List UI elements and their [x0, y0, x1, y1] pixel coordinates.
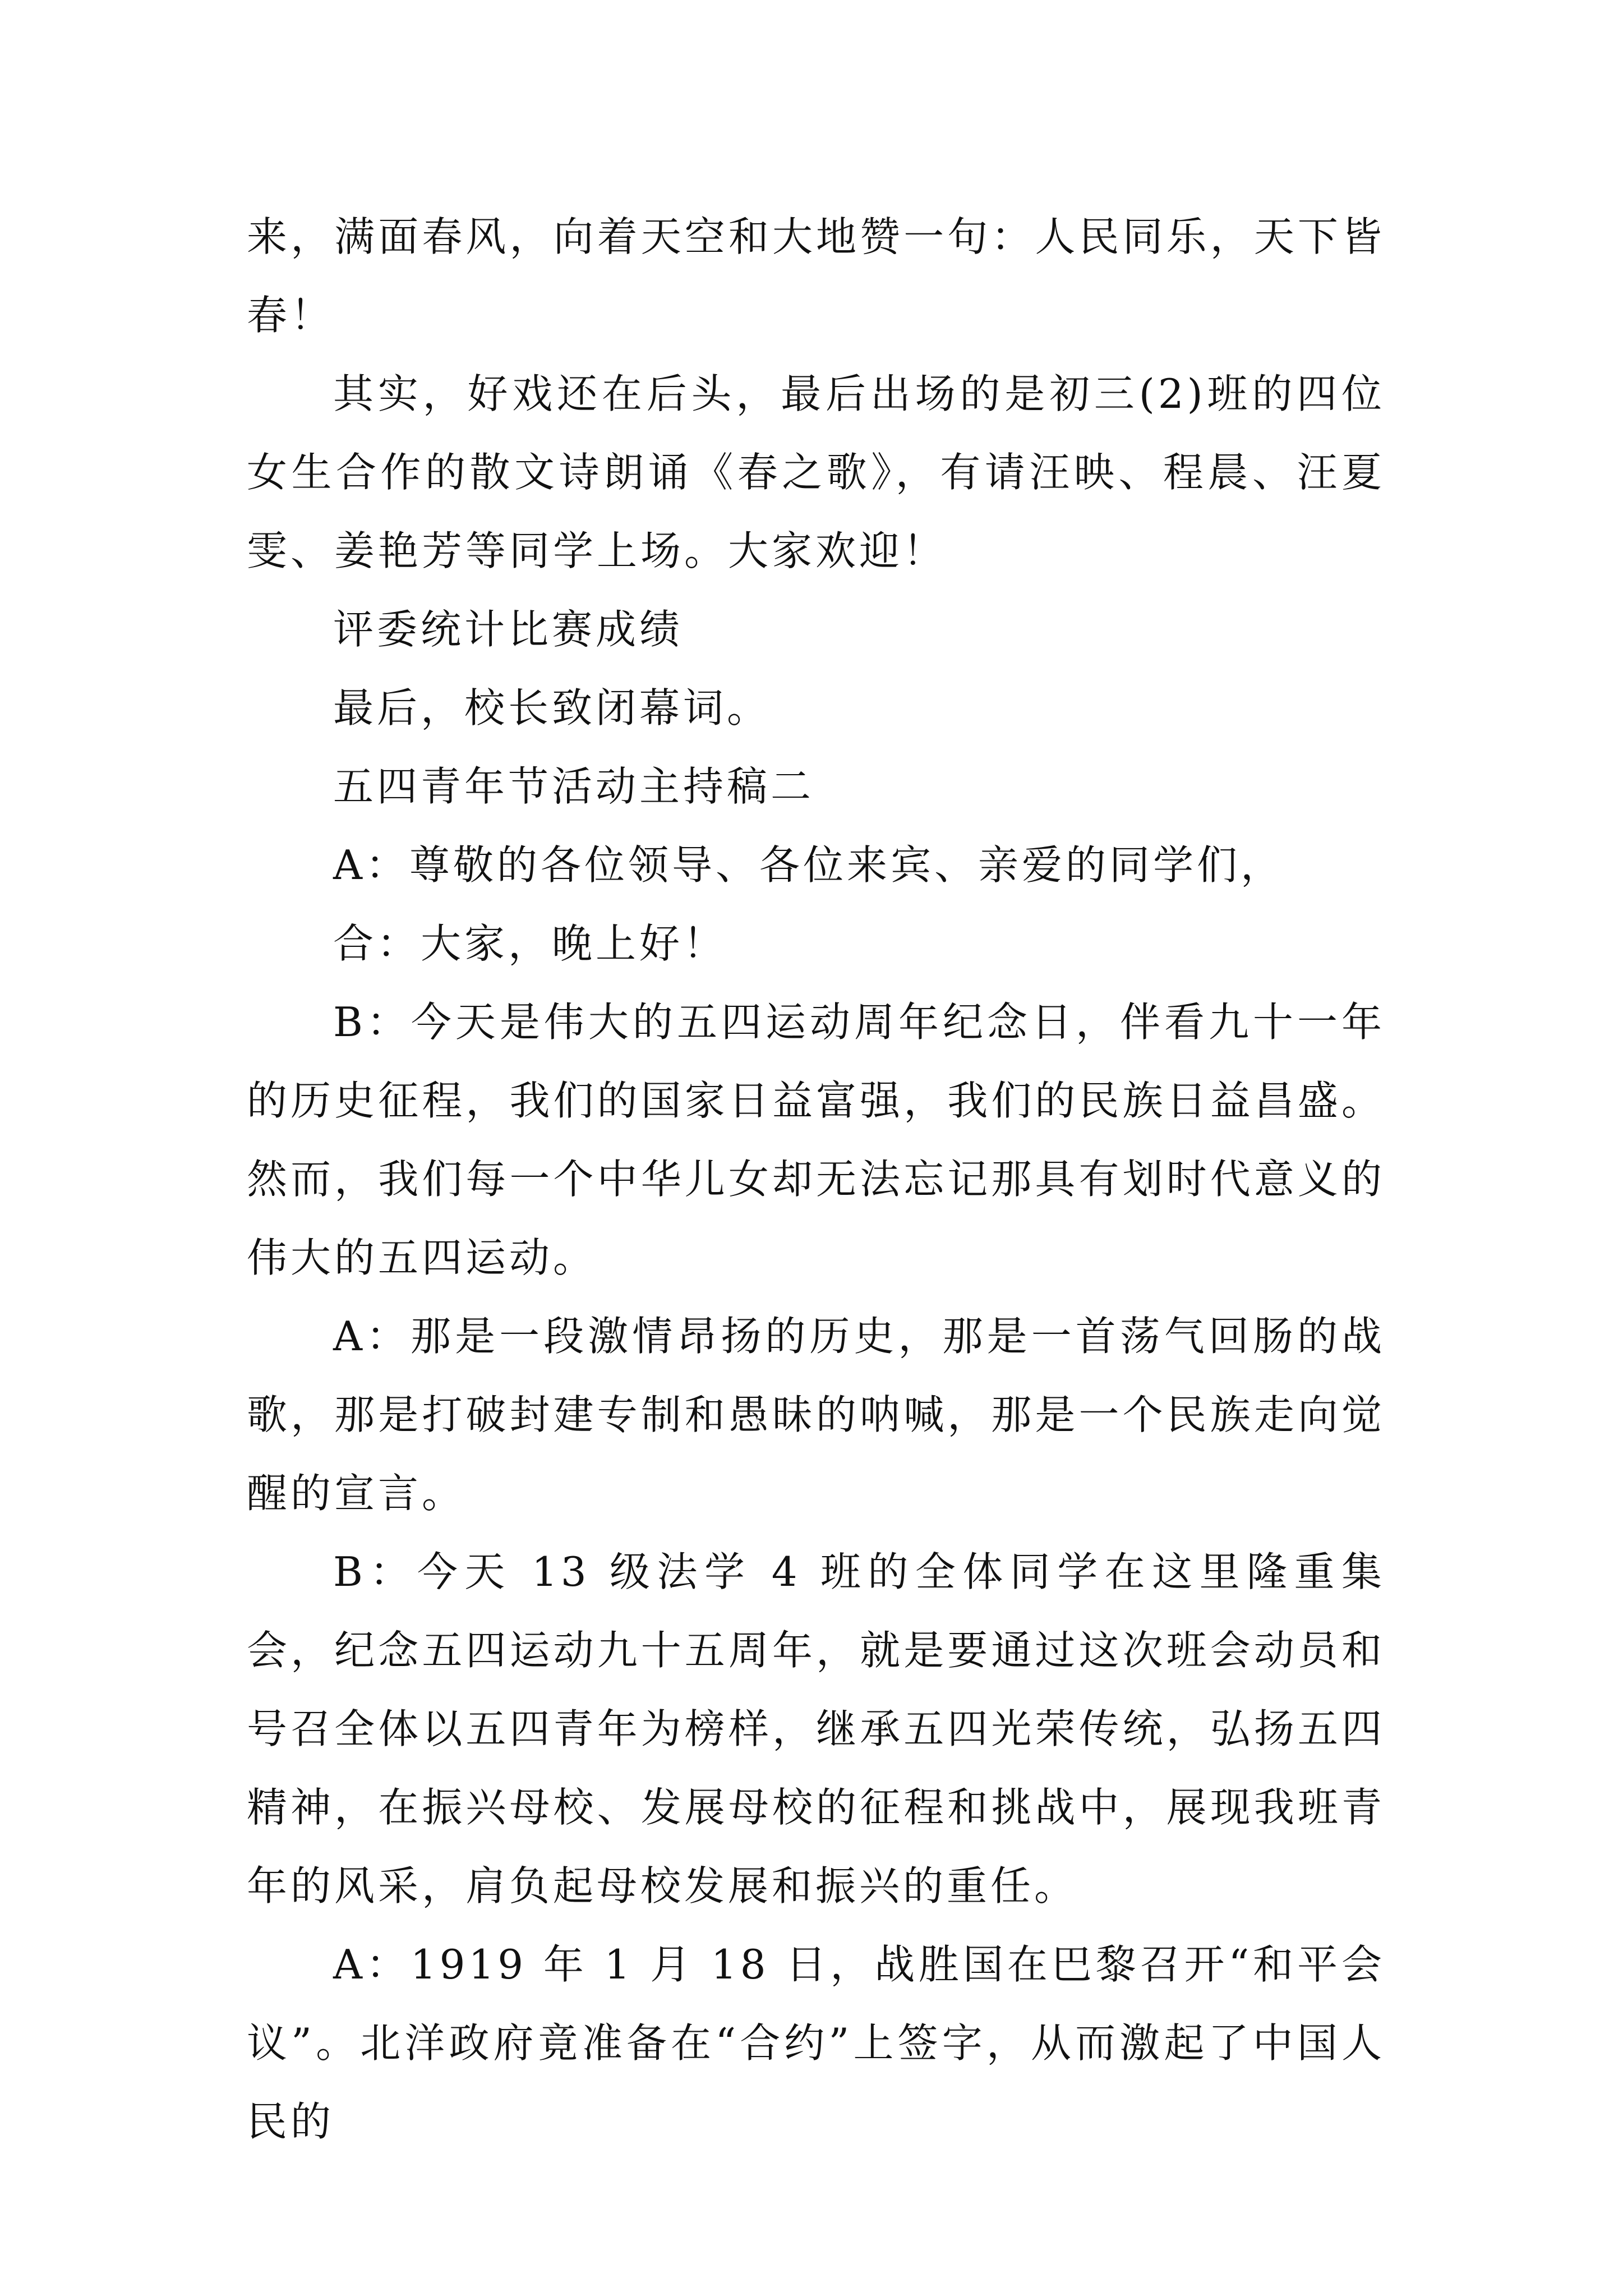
paragraph-3: 评委统计比赛成绩: [333, 606, 684, 653]
document-body: [247, 197, 1385, 2161]
paragraph-1: 来，满面春风，向着天空和大地赞一句：人民同乐，天下皆春！: [247, 213, 1385, 339]
section-heading: 五四青年节活动主持稿二: [333, 763, 815, 810]
paragraph-11: A：1919 年 1 月 18 日，战胜国在巴黎召开“和平会议”。北洋政府竟准备在“合约”上签字，从而激起了中国人民的: [247, 1941, 1385, 2145]
paragraph-7: 合：大家，晚上好！: [333, 920, 727, 967]
paragraph-8: B：今天是伟大的五四运动周年纪念日，伴看九十一年的历史征程，我们的国家日益富强，我们的民族日益昌盛。然而，我们每一个中华儿女却无法忘记那具有划时代意义的伟大的五四运动。: [247, 999, 1385, 1281]
paragraph-6: A：尊敬的各位领导、各位来宾、亲爱的同学们，: [333, 841, 1284, 889]
paragraph-10: B：今天 13 级法学 4 班的全体同学在这里隆重集会，纪念五四运动九十五周年，就是要通过这次班会动员和号召全体以五四青年为榜样，继承五四光荣传统，弘扬五四精神，在振兴母校、发展母校的征程和挑战中，展现我班青年的风采，肩负起母校发展和振兴的重任。: [247, 1548, 1385, 1910]
paragraph-4: 最后，校长致闭幕词。: [333, 684, 771, 731]
paragraph-9: A：那是一段激情昂扬的历史，那是一首荡气回肠的战歌，那是打破封建专制和愚昧的呐喊，那是一个民族走向觉醒的宣言。: [247, 1313, 1385, 1517]
paragraph-2: 其实，好戏还在后头，最后出场的是初三(2)班的四位女生合作的散文诗朗诵《春之歌》，有请汪映、程晨、汪夏雯、姜艳芳等同学上场。大家欢迎！: [247, 370, 1385, 574]
